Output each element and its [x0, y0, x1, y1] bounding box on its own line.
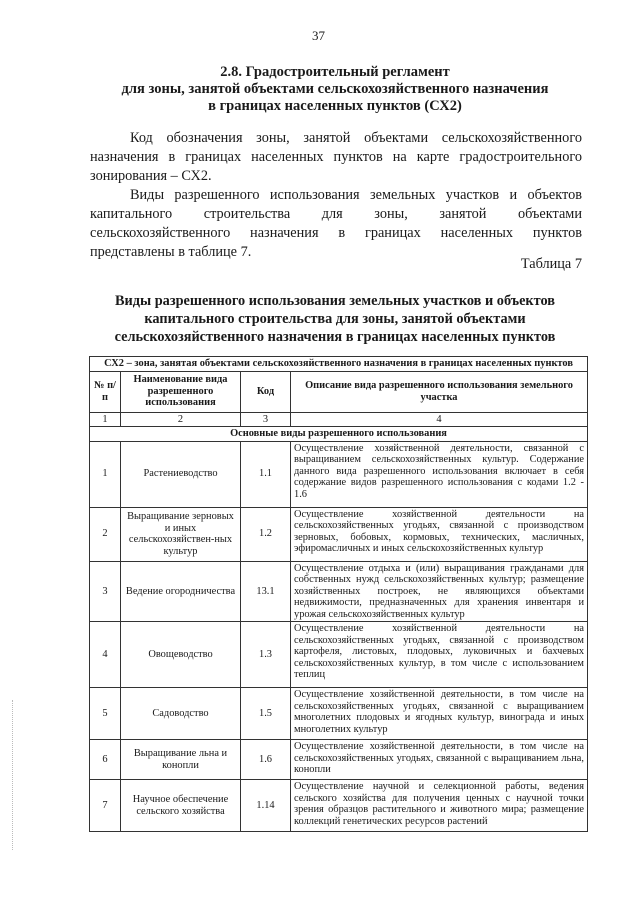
- row-use-name: Садоводство: [121, 688, 241, 740]
- col-header-name: Наименование вида разрешенного использования: [121, 371, 241, 412]
- col-header-number: № п/п: [90, 371, 121, 412]
- row-code: 1.5: [241, 688, 291, 740]
- paragraph-zone-code: [90, 129, 582, 186]
- row-number: 1: [90, 441, 121, 507]
- row-use-name: Овощеводство: [121, 622, 241, 688]
- table-title: [85, 292, 585, 346]
- column-number: 4: [291, 412, 588, 427]
- row-number: 4: [90, 622, 121, 688]
- row-code: 1.1: [241, 441, 291, 507]
- col-header-code: Код: [241, 371, 291, 412]
- table-row: [90, 740, 588, 780]
- section-heading-line: для зоны, занятой объектами сельскохозяйственного назначения: [121, 81, 549, 97]
- row-description: Осуществление хозяйственной деятельности, связанной с выращиванием сельскохозяйственных культур. Содержание данного вида разрешенного использования включает в себя содержание видов разрешенного использования с кодами 1.2 - 1.6: [291, 441, 588, 507]
- row-code: 1.2: [241, 507, 291, 561]
- row-code: 1.3: [241, 622, 291, 688]
- table-zone-header-row: [90, 357, 588, 372]
- row-code: 13.1: [241, 561, 291, 622]
- row-code: 1.14: [241, 780, 291, 832]
- table-title-line: Виды разрешенного использования земельных участков и объектов: [114, 293, 555, 309]
- row-use-name: Выращивание льна и конопли: [121, 740, 241, 780]
- table-header-row: [90, 371, 588, 412]
- scan-margin-artifact: [12, 700, 15, 850]
- row-number: 7: [90, 780, 121, 832]
- section-heading-line: 2.8. Градостроительный регламент: [220, 64, 450, 80]
- column-number: 2: [121, 412, 241, 427]
- row-description: Осуществление хозяйственной деятельности, в том числе на сельскохозяйственных угодьях, связанной с выращиванием льна, конопли: [291, 740, 588, 780]
- paragraph-line: представлены в таблице 7.: [90, 244, 252, 260]
- row-description: Осуществление отдыха и (или) выращивания гражданами для собственных нужд сельскохозяйственных культур; размещение хозяйственных построек, не являющихся объектами недвижимости, предназначенных для хранения инвентаря и урожая сельскохозяйственных культур: [291, 561, 588, 622]
- table-row: [90, 441, 588, 507]
- col-header-description: Описание вида разрешенного использования земельного участка: [291, 371, 588, 412]
- row-number: 3: [90, 561, 121, 622]
- column-number: 1: [90, 412, 121, 427]
- row-use-name: Растениеводство: [121, 441, 241, 507]
- section-main-uses: Основные виды разрешенного использования: [90, 427, 588, 442]
- permitted-uses-table: [89, 356, 588, 832]
- row-description: Осуществление научной и селекционной работы, ведения сельского хозяйства для получения ценных с научной точки зрения образцов растительного и животного мира; размещение коллекций генетических ресурсов растений: [291, 780, 588, 832]
- row-description: Осуществление хозяйственной деятельности, в том числе на сельскохозяйственных угодьях, связанной с выращиванием многолетних плодовых и ягодных культур, винограда и иных многолетних культур: [291, 688, 588, 740]
- paragraph-line: Код обозначения зоны, занятой объектами сельскохозяйственного: [130, 130, 582, 146]
- row-description: Осуществление хозяйственной деятельности на сельскохозяйственных угодьях, связанной с производством зерновых, бобовых, кормовых, технических, масличных, эфиромасличных и иных сельскохозяйственных культур: [291, 507, 588, 561]
- row-use-name: Выращивание зерновых и иных сельскохозяйствен-ных культур: [121, 507, 241, 561]
- table-section-row: [90, 427, 588, 442]
- row-number: 6: [90, 740, 121, 780]
- row-use-name: Ведение огородничества: [121, 561, 241, 622]
- section-heading: [100, 64, 570, 115]
- paragraph-line: зонирования – СХ2.: [90, 168, 212, 184]
- paragraph-line: капитального строительства для зоны, занятой объектами: [90, 206, 582, 222]
- table-caption: Таблица 7: [520, 256, 582, 272]
- paragraph-line: сельскохозяйственного назначения в границах населенных пунктов: [90, 225, 582, 241]
- table-title-line: капитального строительства для зоны, занятой объектами: [144, 311, 526, 327]
- table-row: [90, 780, 588, 832]
- table-row: [90, 507, 588, 561]
- row-description: Осуществление хозяйственной деятельности на сельскохозяйственных угодьях, связанной с производством картофеля, листовых, плодовых, луковичных и бахчевых сельскохозяйственных культур, в том числе с использованием теплиц: [291, 622, 588, 688]
- table-row: [90, 561, 588, 622]
- table-row: [90, 622, 588, 688]
- paragraph-line: Виды разрешенного использования земельных участков и объектов: [130, 187, 582, 203]
- page-number: 37: [312, 28, 325, 43]
- column-number: 3: [241, 412, 291, 427]
- row-number: 5: [90, 688, 121, 740]
- row-code: 1.6: [241, 740, 291, 780]
- table-zone-header: СХ2 – зона, занятая объектами сельскохозяйственного назначения в границах населенных пунктов: [90, 357, 588, 372]
- table-column-numbers-row: [90, 412, 588, 427]
- table-row: [90, 688, 588, 740]
- row-use-name: Научное обеспечение сельского хозяйства: [121, 780, 241, 832]
- paragraph-line: назначения в границах населенных пунктов на карте градостроительного: [90, 149, 582, 165]
- table-title-line: сельскохозяйственного назначения в границах населенных пунктов: [114, 329, 556, 345]
- section-heading-line: в границах населенных пунктов (СХ2): [208, 98, 462, 114]
- paragraph-permitted-uses: [90, 186, 582, 262]
- row-number: 2: [90, 507, 121, 561]
